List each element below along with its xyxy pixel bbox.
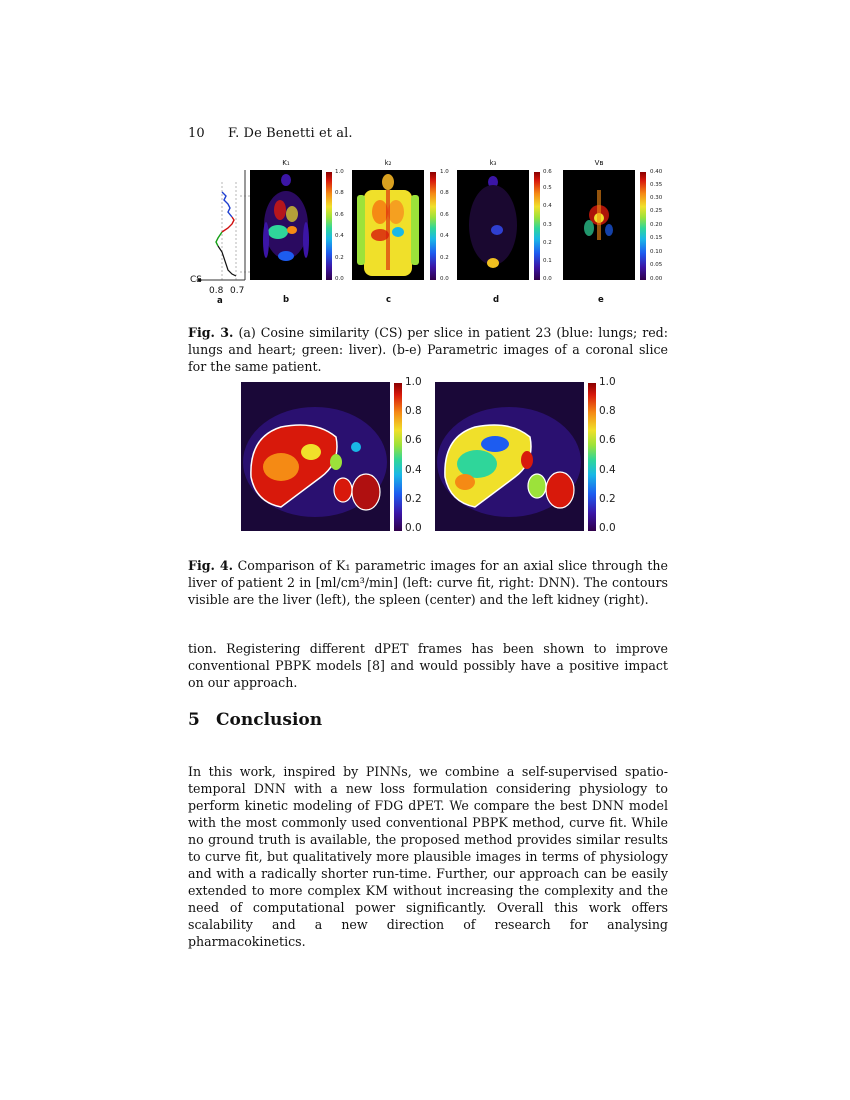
figure-4-caption [188,557,668,608]
page-number: 10 [188,126,205,141]
colorbar-c [430,172,436,280]
paragraph-continuation: tion. Registering different dPET frames has been shown to improve conventional PBPK models [8] and would possibly have a positive impact on our approach. [188,641,668,690]
panel-label-e: e [598,295,604,305]
section-number: 5 [188,710,200,730]
fig4-left-colorbar [394,383,402,531]
panel-title-vb: Vʙ [594,159,604,167]
fig4-right-colorbar [588,383,596,531]
panel-label-d: d [493,295,500,305]
figure-4-caption-text: Comparison of K₁ parametric images for an axial slice through the liver of patient 2 in [ml/cm³/min] (left: curve fit, right: DNN). The contours visible are the liver (left), the spleen (center) and the left kidney (right). [188,558,668,607]
panel-label-b: b [283,295,290,305]
fig4-right-image [435,382,584,531]
figure-4-label: Fig. 4. [188,558,234,573]
panel-title-k1: K₁ [282,159,290,167]
cs-line-liver [216,232,222,246]
running-authors: F. De Benetti et al. [228,126,353,141]
cs-line-lungs-heart [222,217,234,232]
panel-b-image [250,170,322,280]
cs-tick-08: 0.8 [209,286,224,296]
cs-tick-07: 0.7 [230,286,245,296]
panel-label-a: a [217,296,223,306]
section-title: Conclusion [216,710,323,730]
panel-label-c: c [386,295,392,305]
figure-3-caption-text: (a) Cosine similarity (CS) per slice in patient 23 (blue: lungs; red: lungs and heart; green: liver). (b-e) Parametric images of a coronal slice for the same patient. [188,325,668,374]
panel-title-k3: k₃ [489,159,497,167]
cs-line-lungs [222,192,232,217]
figure-3-label: Fig. 3. [188,325,234,340]
panel-title-k2: k₂ [384,159,392,167]
figure-3-caption [188,324,668,375]
cs-line-other [218,246,236,276]
paragraph-conclusion: In this work, inspired by PINNs, we combine a self-supervised spatio-temporal DNN with a new loss formulation considering physiology to perform kinetic modeling of FDG dPET. We compare the best DNN model with the most commonly used conventional PBPK method, curve fit. While no ground truth is available, the proposed method provides similar results to curve fit, but qualitatively more plausible images in terms of physiology and with a radically shorter run-time. Further, our approach can be easily extended to more complex KM without increasing the complexity and the need of computational power significantly. Overall this work offers scalability and a new direction of research for analysing pharmacokinetics. [188,764,668,949]
colorbar-d [534,172,540,280]
colorbar-e [640,172,646,280]
fig4-left-image [241,382,390,531]
panel-e-image [563,170,635,280]
cs-axis-label: CS [190,275,202,285]
panel-c-image [352,170,424,280]
section-heading [188,710,322,730]
colorbar-b [326,172,332,280]
panel-d-image [457,170,529,280]
running-header [188,126,353,141]
